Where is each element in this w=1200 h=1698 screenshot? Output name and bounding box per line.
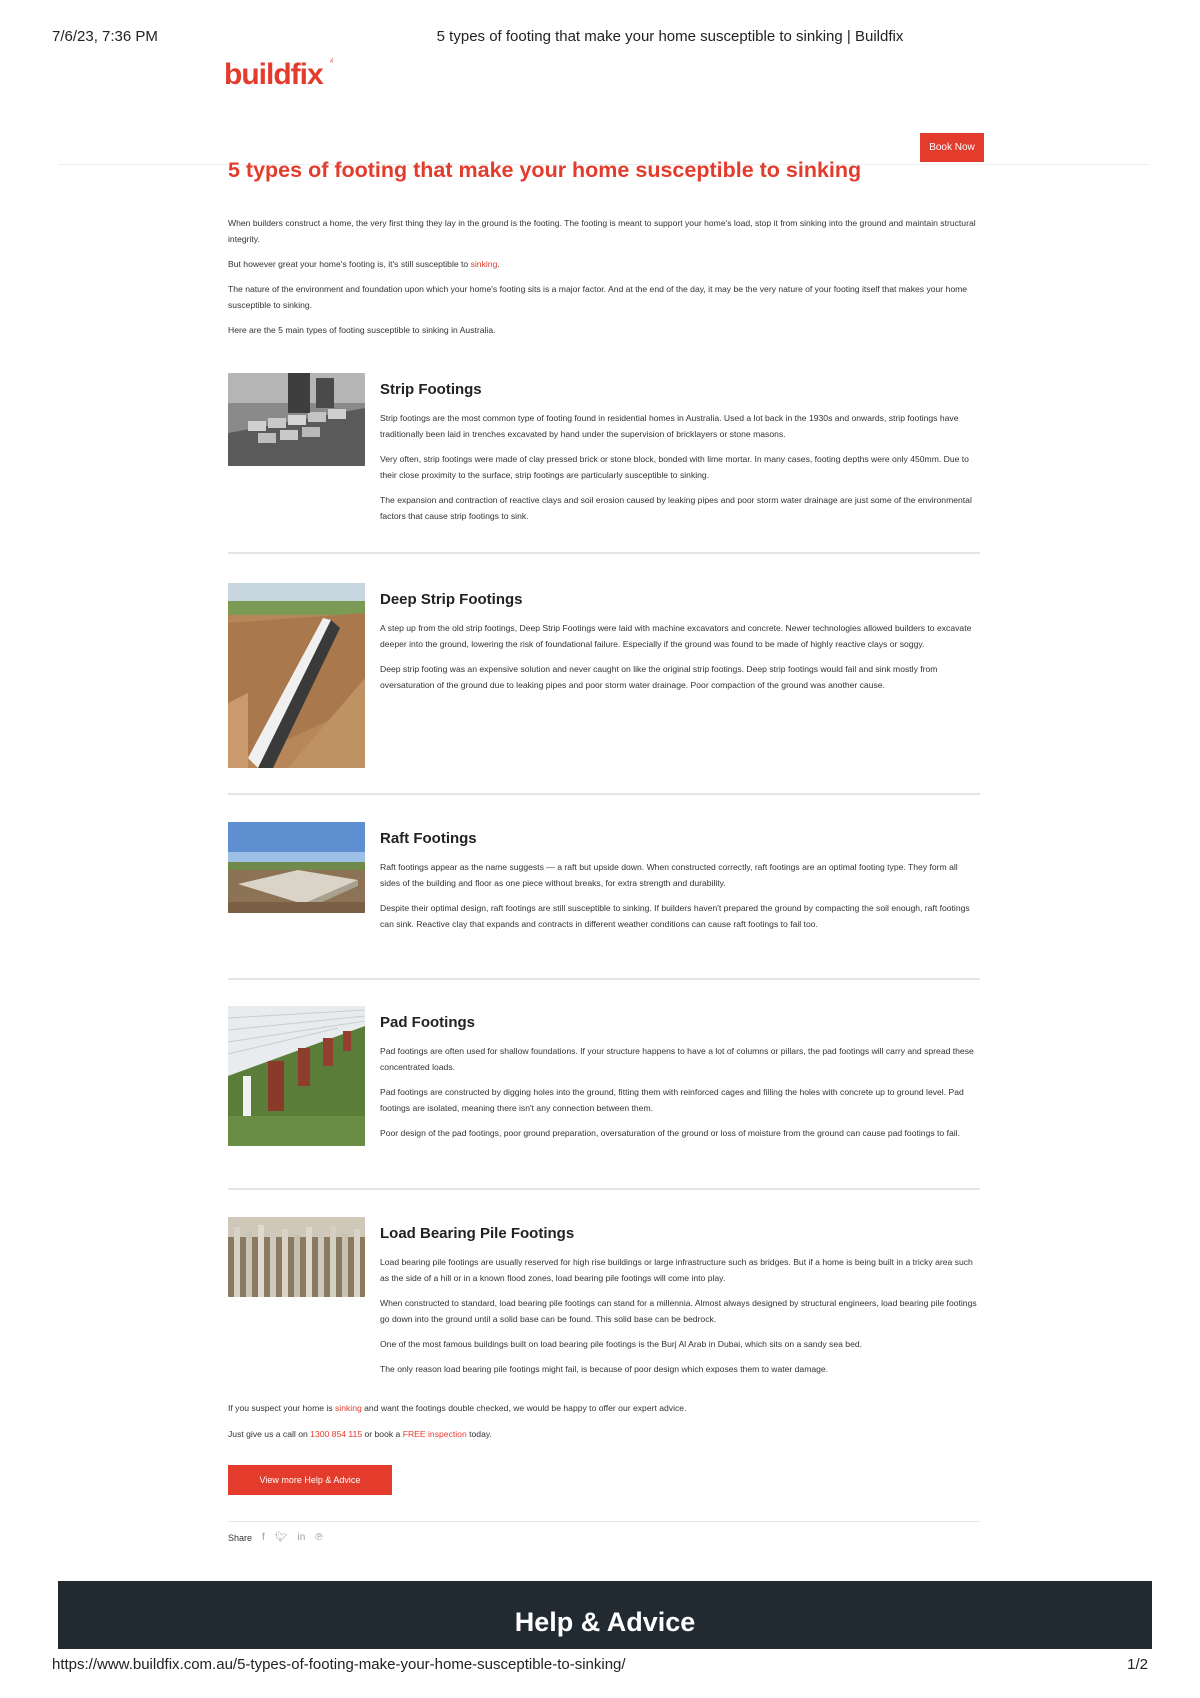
section-paragraph: The only reason load bearing pile footings might fail, is because of poor design which exposes them to water damage. [380, 1364, 829, 1374]
text: If you suspect your home is [228, 1403, 335, 1413]
strip-footings-image [228, 373, 365, 466]
share-label: Share [228, 1532, 253, 1543]
print-date: 7/6/23, 7:36 PM [52, 28, 158, 45]
text: today. [466, 1429, 492, 1439]
section-paragraph: A step up from the old strip footings, Deep Strip Footings were laid with machine excavators and concrete. Newer technologies allowed builders to excavate deeper into the ground, lowering the risk of foundational failure. Especially if the ground was found to be made of highly reactive clays or soggy. [380, 623, 972, 649]
print-url: https://www.buildfix.com.au/5-types-of-footing-make-your-home-susceptible-to-sinking/ [52, 1656, 626, 1673]
section-text [380, 1217, 980, 1386]
intro-paragraph: When builders construct a home, the very first thing they lay in the ground is the footing. The footing is meant to support your home's load, stop it from sinking into the ground and maintain structural integrity. [228, 218, 976, 244]
logo-text: buildfix [224, 58, 323, 91]
section-divider [228, 552, 980, 554]
section-text [380, 583, 980, 702]
section-text [380, 373, 980, 533]
intro [228, 215, 980, 347]
logo-accent-icon: ⁁ [330, 52, 333, 63]
section-paragraph: Very often, strip footings were made of clay pressed brick or stone block, bonded with lime mortar. In many cases, footing depths were only 450mm. Due to their close proximity to the surface, strip footings are particularly susceptible to sinking. [380, 454, 969, 480]
section-paragraph: Load bearing pile footings are usually reserved for high rise buildings or large infrastructure such as bridges. But if a home is being built in a tricky area such as the side of a hill or in a known flood zones, load bearing pile footings will come into play. [380, 1257, 973, 1283]
pinterest-icon[interactable]: ℗ [315, 1532, 323, 1543]
twitter-icon[interactable]: 🐦︎ [274, 1532, 288, 1543]
section-heading: Pad Footings [380, 1014, 475, 1031]
text: and want the footings double checked, we would be happy to offer our expert advice. [361, 1403, 687, 1413]
section-paragraph: Poor design of the pad footings, poor ground preparation, oversaturation of the ground or loss of moisture from the ground can cause pad footings to fail. [380, 1128, 960, 1138]
intro-paragraph: The nature of the environment and foundation upon which your home's footing sits is a major factor. And at the end of the day, it may be the very nature of your footing itself that makes your home susceptible to sinking. [228, 284, 968, 310]
sinking-link[interactable]: sinking [470, 259, 498, 269]
text: Just give us a call on [228, 1429, 311, 1439]
section-paragraph: Strip footings are the most common type of footing found in residential homes in Australia. Used a lot back in the 1930s and onwards, strip footings have traditionally been laid in trenches excavated by hand under the supervision of bricklayers or stone masons. [380, 413, 959, 439]
deep-strip-footings-image [228, 583, 365, 768]
page-title: 5 types of footing that make your home susceptible to sinking [228, 158, 862, 182]
section-paragraph: The expansion and contraction of reactive clays and soil erosion caused by leaking pipes and poor storm water drainage are just some of the environmental factors that cause strip footings to sink. [380, 495, 972, 521]
intro-paragraph: Here are the 5 main types of footing susceptible to sinking in Australia. [228, 325, 496, 335]
phone-link[interactable]: 1300 854 115 [310, 1429, 363, 1439]
text: But however great your home's footing is, it's still susceptible to [228, 259, 471, 269]
share-divider [228, 1521, 980, 1522]
pad-footings-image [228, 1006, 365, 1146]
section-paragraph: Despite their optimal design, raft footings are still susceptible to sinking. If builders haven't prepared the ground by compacting the soil enough, raft footings can sink. Reactive clay that expands and contracts in different weather conditions can cause raft footings to fail too. [380, 903, 970, 929]
sinking-link[interactable]: sinking [335, 1403, 362, 1413]
section-paragraph: When constructed to standard, load bearing pile footings can stand for a millennia. Almost always designed by structural engineers, load bearing pile footings go down into the ground until a solid base can be found. This solid base can be bedrock. [380, 1298, 977, 1324]
section-heading: Load Bearing Pile Footings [380, 1225, 575, 1242]
section-text [380, 1006, 980, 1150]
closing-paragraph [228, 1400, 980, 1416]
view-more-help-button[interactable]: View more Help & Advice [228, 1465, 392, 1495]
section-heading: Raft Footings [380, 830, 477, 847]
print-page-number: 1/2 [1127, 1656, 1148, 1673]
section-divider [228, 978, 980, 980]
linkedin-icon[interactable]: in [297, 1532, 306, 1543]
help-advice-title: Help & Advice [514, 1607, 696, 1637]
closing-paragraph [228, 1426, 980, 1442]
section-text [380, 822, 980, 941]
help-advice-band [58, 1581, 1152, 1649]
section-divider [228, 1188, 980, 1190]
section-paragraph: One of the most famous buildings built on load bearing pile footings is the Burj Al Arab in Dubai, which sits on a sandy sea bed. [380, 1339, 863, 1349]
share-bar [228, 1532, 323, 1543]
buildfix-logo[interactable] [224, 52, 333, 92]
facebook-icon[interactable]: f [262, 1532, 265, 1543]
intro-paragraph [228, 256, 980, 272]
raft-footings-image [228, 822, 365, 913]
print-footer [52, 1656, 1148, 1676]
section-paragraph: Pad footings are often used for shallow foundations. If your structure happens to have a lot of columns or pillars, the pad footings will carry and spread these concentrated loads. [380, 1046, 974, 1072]
text: . [497, 259, 500, 269]
print-header [52, 28, 1148, 48]
book-now-button[interactable]: Book Now [920, 133, 984, 162]
section-paragraph: Raft footings appear as the name suggests — a raft but upside down. When constructed correctly, raft footings are an optimal footing type. They form all sides of the building and floor as one piece without breaks, for extra strength and durability. [380, 862, 958, 888]
pile-footings-image [228, 1217, 365, 1297]
section-paragraph: Deep strip footing was an expensive solution and never caught on like the original strip footings. Deep strip footings would fail and sink mostly from oversaturation of the ground due to leaking pipes and poor storm water drainage. Poor compaction of the ground was another cause. [380, 664, 938, 690]
print-title: 5 types of footing that make your home susceptible to sinking | Buildfix [436, 28, 904, 45]
closing [228, 1400, 980, 1452]
section-heading: Strip Footings [380, 381, 482, 398]
free-inspection-link[interactable]: FREE inspection [402, 1429, 467, 1439]
section-divider [228, 793, 980, 795]
section-heading: Deep Strip Footings [380, 591, 523, 608]
text: or book a [362, 1429, 403, 1439]
section-paragraph: Pad footings are constructed by digging holes into the ground, fitting them with reinforced cages and filling the holes with concrete up to ground level. Pad footings are isolated, meaning there isn't any connection between them. [380, 1087, 964, 1113]
